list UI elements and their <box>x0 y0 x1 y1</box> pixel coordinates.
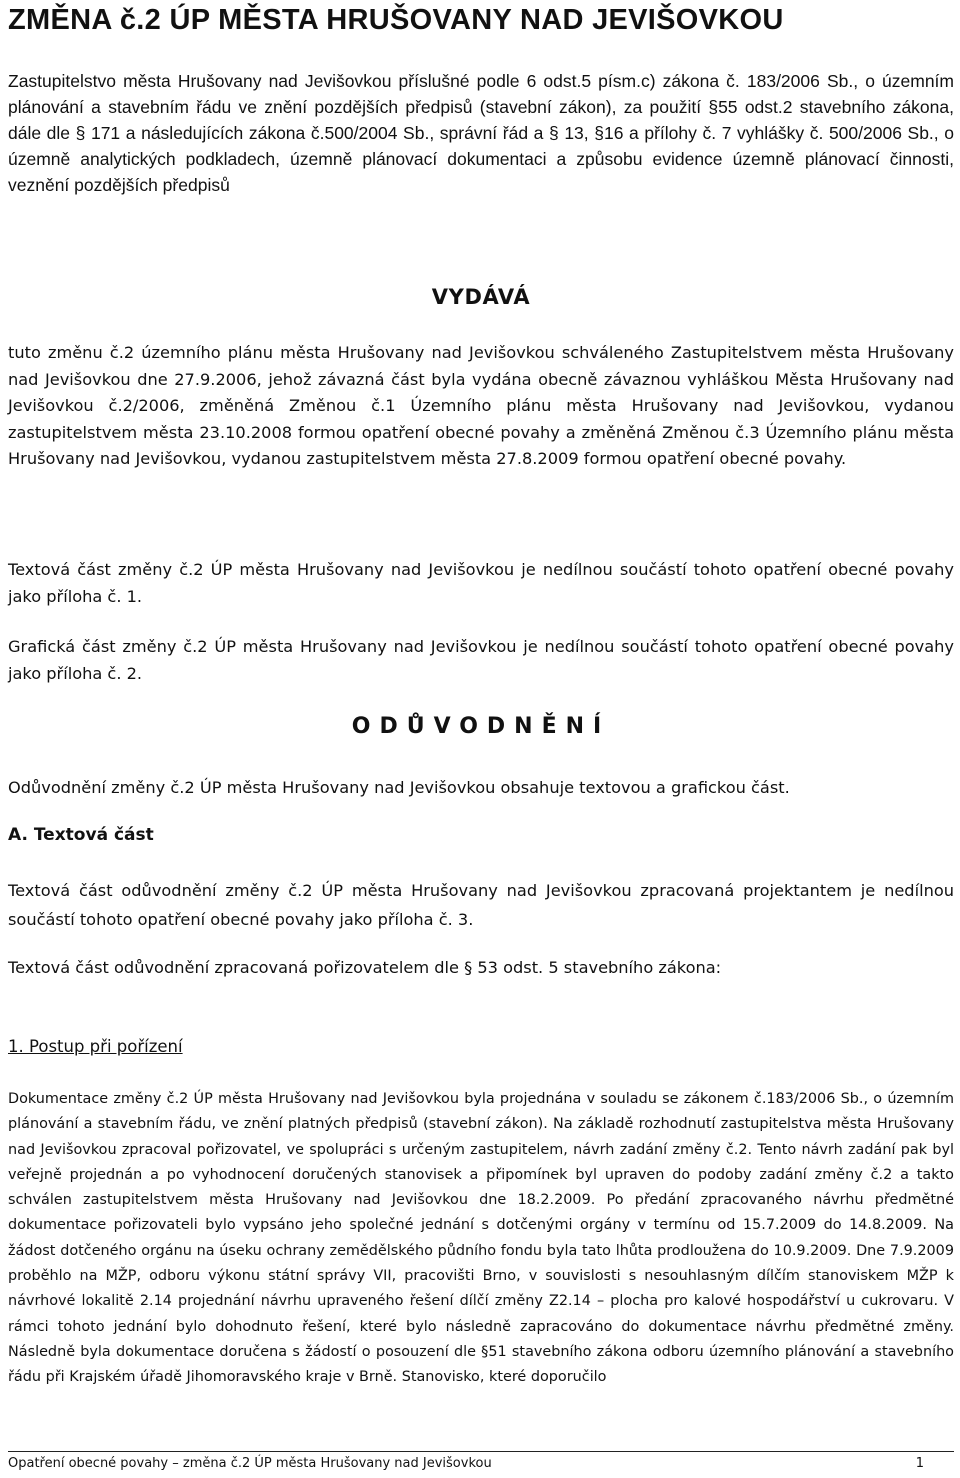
page-number: 1 <box>915 1456 924 1471</box>
paragraph-porizovatel: Textová část odůvodnění zpracovaná pořizovatelem dle § 53 odst. 5 stavebního zákona: <box>8 958 722 977</box>
paragraph-tuto-zmenu: tuto změnu č.2 územního plánu města Hrušovany nad Jevišovkou schváleného Zastupitelstvem města Hrušovany nad Jevišovkou dne 27.9.2006, jehož závazná část byla vydána obecně závaznou vyhláškou Města Hrušovany nad Jevišovkou č.2/2006, změněná Změnou č.1 Územního plánu města Hrušovany nad Jevišovkou, vydanou zastupitelstvem města 23.10.2008 formou opatření obecné povahy a změněná Změnou č.3 Územního plánu města Hrušovany nad Jevišovkou, vydanou zastupitelstvem města 27.8.2009 formou opatření obecné povahy. <box>8 343 954 468</box>
section-heading-postup: 1. Postup při pořízení <box>8 1037 183 1056</box>
paragraph-oduvodneni: Odůvodnění změny č.2 ÚP města Hrušovany nad Jevišovkou obsahuje textovou a grafickou část. <box>8 778 790 797</box>
document-title: ZMĚNA č.2 ÚP MĚSTA HRUŠOVANY NAD JEVIŠOVKOU <box>8 4 784 36</box>
paragraph-postup: Dokumentace změny č.2 ÚP města Hrušovany nad Jevišovkou byla projednána v souladu se zákonem č.183/2006 Sb., o územním plánování a stavebním řádu, ve znění platných předpisů (stavební zákon). Na základě rozhodnutí zastupitelstva města Hrušovany nad Jevišovkou zpracoval pořizovatel, ve spolupráci s určeným zastupitelem, návrh zadání změny č.2. Tento návrh zadání pak byl veřejně projednán a po vyhodnocení doručených stanovisek a připomínek byl upraven do podoby zadání změny č.2 a takto schválen zastupitelstvem města Hrušovany nad Jevišovkou dne 18.2.2009. Po předání zpracovaného návrhu předmětné dokumentace pořizovateli bylo vypsáno jeho společné jednání s dotčenými orgány v termínu od 15.7.2009 do 14.8.2009. Na žádost dotčeného orgánu na úseku ochrany zemědělského půdního fondu byla tato lhůta prodloužena do 10.9.2009. Dne 7.9.2009 proběhlo na MŽP, odboru výkonu státní správy VII, pracovišti Brno, v souvislosti s nesouhlasným dílčím stanoviskem MŽP k návrhové lokalitě 2.14 projednání návrhu upraveného řešení dílčí změny Z2.14 – plocha pro kalové hospodářství u cukrovaru. V rámci tohoto jednání bylo dohodnuto řešení, které bylo následně zapracováno do dokumentace návrhu předmětné změny. Následně byla dokumentace doručena s žádostí o posouzení dle §51 stavebního zákona odboru územního plánování a stavebního řádu při Krajském úřadě Jihomoravského kraje v Brně. Stanovisko, které doporučilo <box>8 1091 954 1386</box>
footer-divider <box>8 1451 954 1452</box>
vydava-heading: VYDÁVÁ <box>431 285 531 309</box>
paragraph-textova-cast: Textová část změny č.2 ÚP města Hrušovany nad Jevišovkou je nedílnou součástí tohoto opatření obecné povahy jako příloha č. 1. <box>8 560 954 606</box>
intro-paragraph: Zastupitelstvo města Hrušovany nad Jevišovkou příslušné podle 6 odst.5 písm.c) zákona č. 183/2006 Sb., o územním plánování a stavebním řádu ve znění pozdějších předpisů (stavební zákon), za použití §55 odst.2 stavebního zákona, dále dle § 171 a následujících zákona č.500/2004 Sb., správní řád a § 13, §16 a přílohy č. 7 vyhlášky č. 500/2006 Sb., o územně analytických podkladech, územně plánovací dokumentaci a způsobu evidence územně plánovací činnosti, veznění pozdějších předpisů <box>8 71 954 195</box>
paragraph-graficka-cast: Grafická část změny č.2 ÚP města Hrušovany nad Jevišovkou je nedílnou součástí tohoto opatření obecné povahy jako příloha č. 2. <box>8 637 954 683</box>
section-heading-textova-cast: A. Textová část <box>8 825 154 845</box>
footer-text: Opatření obecné povahy – změna č.2 ÚP města Hrušovany nad Jevišovkou <box>8 1456 492 1471</box>
paragraph-textova-oduvodneni: Textová část odůvodnění změny č.2 ÚP města Hrušovany nad Jevišovkou zpracovaná projektantem je nedílnou součástí tohoto opatření obecné povahy jako příloha č. 3. <box>8 881 954 929</box>
page-footer <box>8 1456 954 1471</box>
oduvodneni-heading: ODŮVODNĚNÍ <box>351 714 611 739</box>
